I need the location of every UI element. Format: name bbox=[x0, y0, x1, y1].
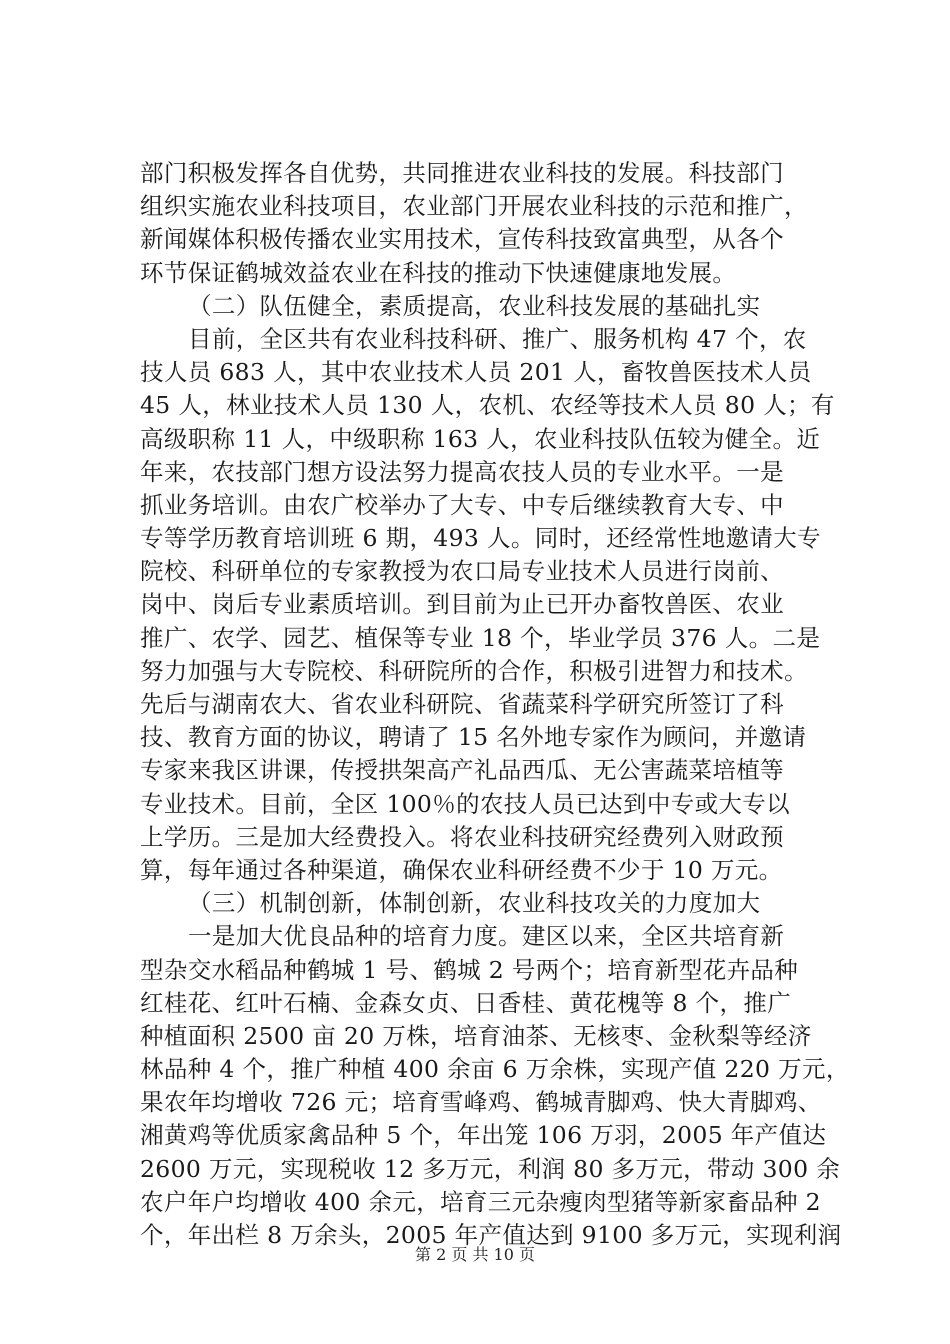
text-line: 农户年户均增收 400 余元，培育三元杂瘦肉型猪等新家畜品种 2 bbox=[140, 1187, 821, 1216]
text-line: 岗中、岗后专业素质培训。到目前为止已开办畜牧兽医、农业 bbox=[140, 590, 784, 619]
text-line: 先后与湖南农大、省农业科研院、省蔬菜科学研究所签订了科 bbox=[140, 690, 784, 718]
text-line: 技人员 683 人，其中农业技术人员 201 人，畜牧兽医技术人员 bbox=[140, 358, 812, 387]
text-line: 高级职称 11 人，中级职称 163 人，农业科技队伍较为健全。近 bbox=[140, 424, 821, 453]
text-line: 上学历。三是加大经费投入。将农业科技研究经费列入财政预 bbox=[140, 822, 784, 851]
text-line: 抓业务培训。由农广校举办了大专、中专后继续教育大专、中 bbox=[140, 490, 784, 519]
text-line: 目前，全区共有农业科技科研、推广、服务机构 47 个，农 bbox=[188, 324, 807, 353]
text-line: 种植面积 2500 亩 20 万株，培育油茶、无核枣、金秋梨等经济 bbox=[140, 1021, 812, 1050]
text-line: 部门积极发挥各自优势，共同推进农业科技的发展。科技部门 bbox=[140, 159, 784, 187]
text-line: 一是加大优良品种的培育力度。建区以来，全区共培育新 bbox=[188, 922, 785, 951]
text-line: （二）队伍健全，素质提高，农业科技发展的基础扎实 bbox=[188, 291, 761, 320]
text-line: 推广、农学、园艺、植保等专业 18 个，毕业学员 376 人。二是 bbox=[140, 623, 821, 652]
text-line: 院校、科研单位的专家教授为农口局专业技术人员进行岗前、 bbox=[140, 557, 784, 586]
text-line: 专业技术。目前，全区 100％的农技人员已达到中专或大专以 bbox=[140, 789, 790, 818]
page-footer: 第 2 页 共 10 页 bbox=[415, 1245, 535, 1264]
text-line: 果农年均增收 726 元；培育雪峰鸡、鹤城青脚鸡、快大青脚鸡、 bbox=[140, 1088, 822, 1117]
text-line: 个，年出栏 8 万余头，2005 年产值达到 9100 多万元，实现利润 bbox=[140, 1221, 842, 1249]
text-line: 2600 万元，实现税收 12 多万元，利润 80 多万元，带动 300 余 bbox=[140, 1154, 841, 1183]
text-line: 新闻媒体积极传播农业实用技术，宣传科技致富典型，从各个 bbox=[140, 225, 784, 254]
text-line: 湘黄鸡等优质家禽品种 5 个，年出笼 106 万羽，2005 年产值达 bbox=[140, 1121, 827, 1150]
text-line: 组织实施农业科技项目，农业部门开展农业科技的示范和推广， bbox=[140, 192, 808, 221]
text-line: 努力加强与大专院校、科研院所的合作，积极引进智力和技术。 bbox=[140, 656, 808, 685]
document-body bbox=[140, 157, 850, 1252]
text-line: 45 人，林业技术人员 130 人，农机、农经等技术人员 80 人；有 bbox=[140, 391, 835, 420]
text-line: 专家来我区讲课，传授拱架高产礼品西瓜、无公害蔬菜培植等 bbox=[140, 756, 784, 785]
text-line: 红桂花、红叶石楠、金森女贞、日香桂、黄花槐等 8 个，推广 bbox=[140, 988, 792, 1017]
text-line: 林品种 4 个，推广种植 400 余亩 6 万余株，实现产值 220 万元， bbox=[140, 1055, 850, 1084]
text-line: （三）机制创新，体制创新，农业科技攻关的力度加大 bbox=[188, 889, 761, 918]
text-line: 算，每年通过各种渠道，确保农业科研经费不少于 10 万元。 bbox=[140, 855, 783, 884]
text-line: 型杂交水稻品种鹤城 1 号、鹤城 2 号两个；培育新型花卉品种 bbox=[140, 955, 799, 984]
text-line: 技、教育方面的协议，聘请了 15 名外地专家作为顾问，并邀请 bbox=[140, 723, 807, 752]
text-line: 年来，农技部门想方设法努力提高农技人员的专业水平。一是 bbox=[140, 457, 784, 486]
text-line: 环节保证鹤城效益农业在科技的推动下快速健康地发展。 bbox=[140, 258, 737, 287]
text-line: 专等学历教育培训班 6 期，493 人。同时，还经常性地邀请大专 bbox=[140, 524, 821, 553]
